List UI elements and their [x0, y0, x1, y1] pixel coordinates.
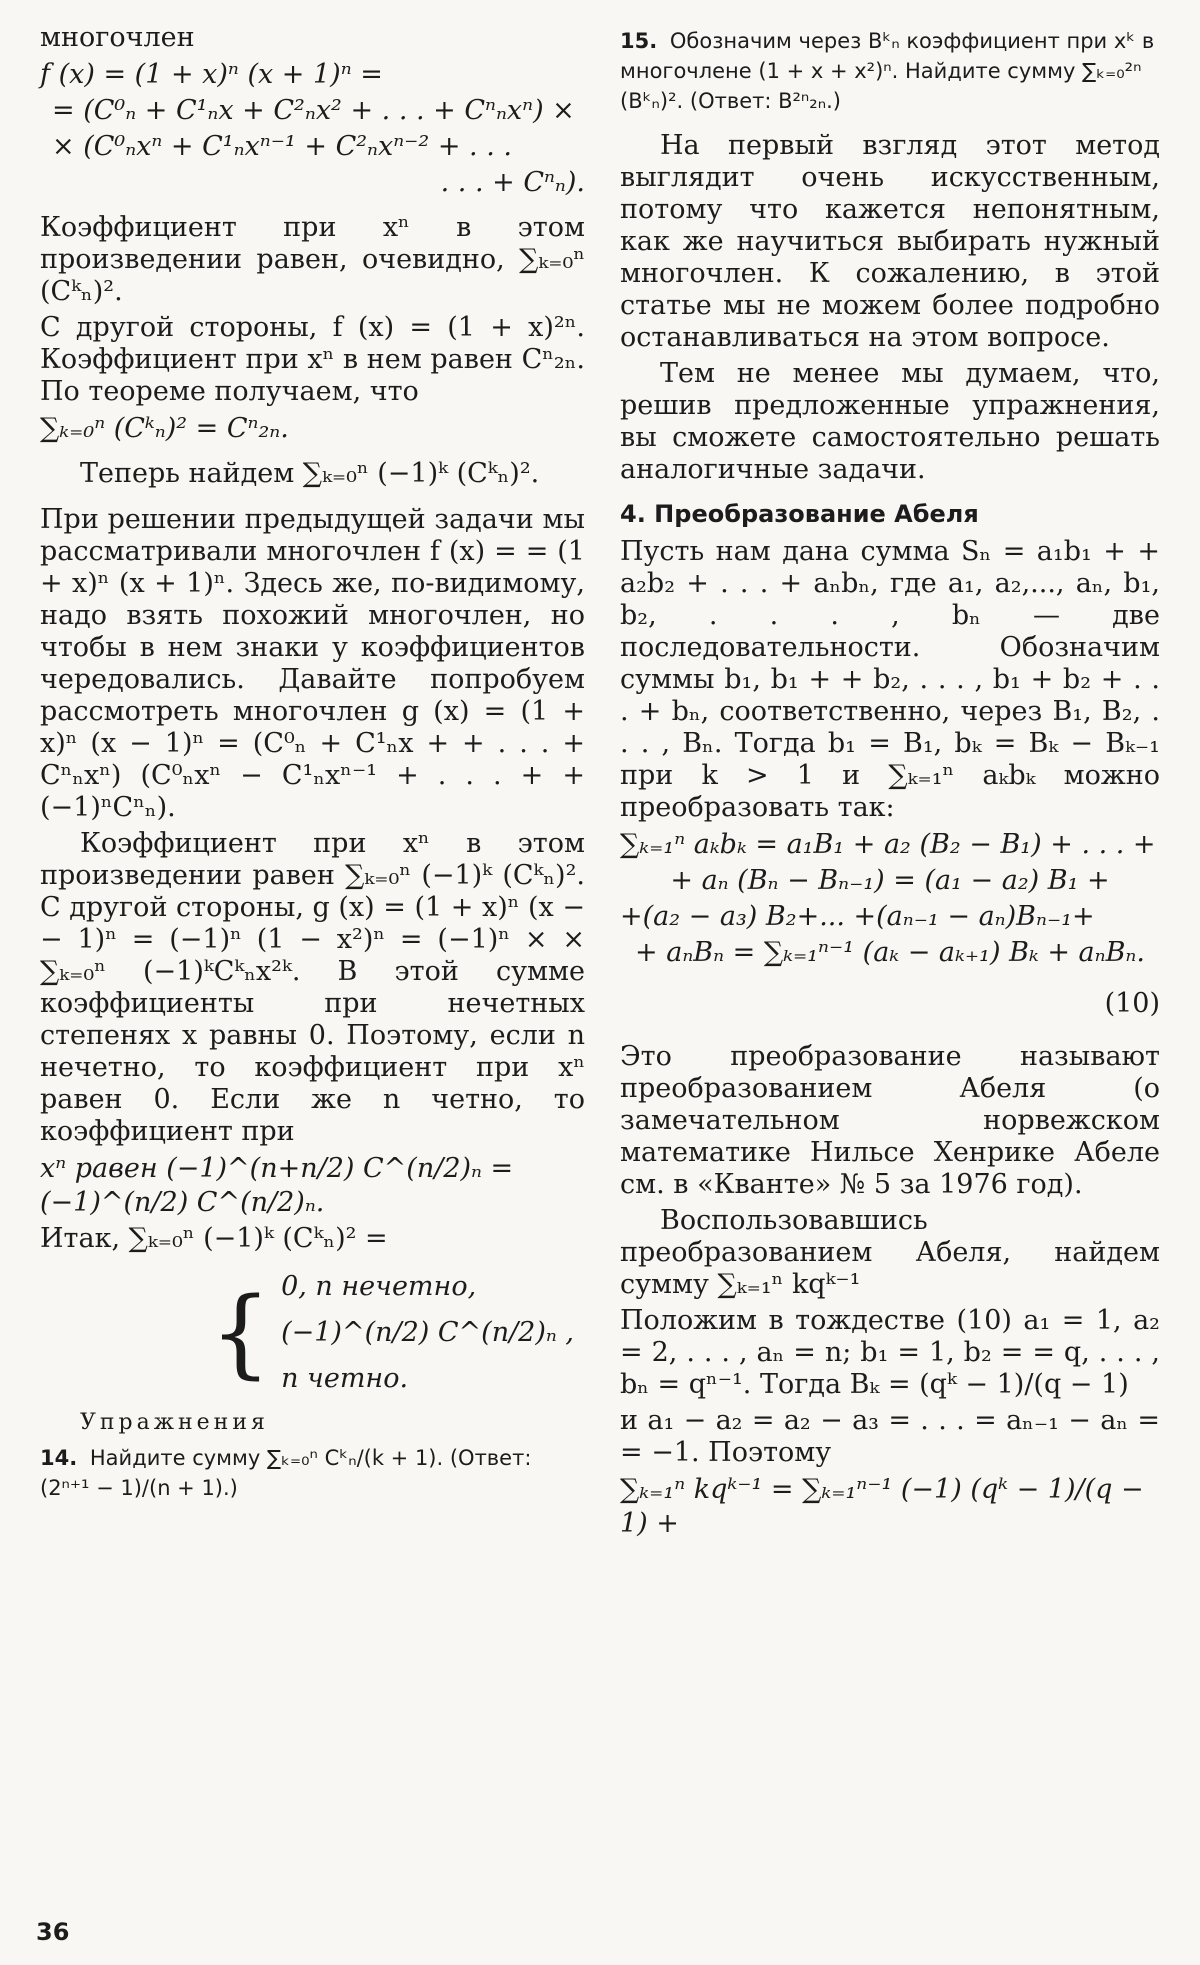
- exercises-title: Упражнения: [80, 1410, 269, 1435]
- formula-abel-line1: ∑ₖ₌₁ⁿ aₖbₖ = a₁B₁ + a₂ (B₂ − B₁) + . . . +: [620, 829, 1156, 860]
- case-odd: 0, n нечетно,: [281, 1271, 477, 1302]
- formula-f-line3: × (C⁰ₙxⁿ + C¹ₙxⁿ⁻¹ + C²ₙxⁿ⁻² + . . .: [52, 131, 512, 162]
- paragraph-abel-name: Это преобразование называют преобразованием Абеля (о замечательном норвежском математике Нильсе Хенрике Абеле см. в «Кванте» № 5 за 1976 год).: [620, 1041, 1160, 1200]
- formula-final: ∑ₖ₌₁ⁿ kqᵏ⁻¹ = ∑ₖ₌₁ⁿ⁻¹ (−1) (qᵏ − 1)/(q − 1) +: [620, 1474, 1144, 1539]
- exercise-14: [40, 1443, 585, 1503]
- paragraph-previous-problem: При решении предыдущей задачи мы рассматривали многочлен f (x) = = (1 + x)ⁿ (x + 1)ⁿ. Здесь же, по-видимому, надо взять похожий многочлен, но чтобы в нем знаки у коэффициентов чередовались. Давайте попробуем рассмотреть многочлен g (x) = (1 + x)ⁿ (x − 1)ⁿ = (C⁰ₙ + C¹ₙx + + . . . + Cⁿₙxⁿ) (C⁰ₙxⁿ − C¹ₙxⁿ⁻¹ + . . . + + (−1)ⁿCⁿₙ).: [40, 504, 585, 823]
- page-number: 36: [36, 1918, 70, 1946]
- formula-f-line1: f (x) = (1 + x)ⁿ (x + 1)ⁿ =: [40, 59, 383, 90]
- formula-abel-line3: +(a₂ − a₃) B₂+... +(aₙ₋₁ − aₙ)Bₙ₋₁+: [620, 901, 1095, 932]
- formula-sum-squares: ∑ₖ₌₀ⁿ (Cᵏₙ)² = Cⁿ₂ₙ.: [40, 413, 289, 444]
- paragraph-exercises: Тем не менее мы думаем, что, решив предложенные упражнения, вы сможете самостоятельно решать аналогичные задачи.: [620, 358, 1160, 485]
- formula-itak: Итак, ∑ₖ₌₀ⁿ (−1)ᵏ (Cᵏₙ)² =: [40, 1223, 388, 1254]
- paragraph-use-abel: Воспользовавшись преобразованием Абеля, найдем сумму ∑ₖ₌₁ⁿ kqᵏ⁻¹: [620, 1205, 1160, 1300]
- paragraph-abel-setup: Пусть нам дана сумма Sₙ = a₁b₁ + + a₂b₂ + . . . + aₙbₙ, где a₁, a₂,..., aₙ, b₁, b₂, . . . , bₙ — две последовательности. Обозначим суммы b₁, b₁ + + b₂, . . . , b₁ + b₂ + . . . + bₙ, соответственно, через B₁, B₂, . . . , Bₙ. Тогда b₁ = B₁, bₖ = Bₖ − Bₖ₋₁ при k > 1 и ∑ₖ₌₁ⁿ aₖbₖ можно преобразовать так:: [620, 536, 1160, 823]
- paragraph-now-find: Теперь найдем ∑ₖ₌₀ⁿ (−1)ᵏ (Cᵏₙ)².: [80, 458, 540, 489]
- left-column: [40, 22, 585, 1507]
- case-even: (−1)^(n/2) C^(n/2)ₙ , n четно.: [281, 1317, 575, 1394]
- brace-symbol: {: [210, 1277, 272, 1389]
- exercise-14-text: Найдите сумму ∑ₖ₌₀ⁿ Cᵏₙ/(k + 1). (Ответ: (2ⁿ⁺¹ − 1)/(n + 1).): [40, 1446, 532, 1500]
- right-column: [620, 22, 1160, 1543]
- paragraph-coefficient-g: Коэффициент при xⁿ в этом произведении равен ∑ₖ₌₀ⁿ (−1)ᵏ (Cᵏₙ)². С другой стороны, g (x) = (1 + x)ⁿ (x − − 1)ⁿ = (−1)ⁿ (1 − x²)ⁿ = (−1)ⁿ × × ∑ₖ₌₀ⁿ (−1)ᵏCᵏₙx²ᵏ. В этой сумме коэффициенты при нечетных степенях x равны 0. Поэтому, если n нечетно, то коэффициент при xⁿ равен 0. Если же n четно, то коэффициент при: [40, 828, 585, 1147]
- intro-text: многочлен: [40, 22, 195, 53]
- cases-block: [210, 1264, 585, 1402]
- formula-f-line4: . . . + Cⁿₙ).: [440, 167, 585, 198]
- paragraph-coefficient: Коэффициент при xⁿ в этом произведении равен, очевидно, ∑ₖ₌₀ⁿ (Cᵏₙ)².: [40, 212, 585, 307]
- formula-abel-line2: + aₙ (Bₙ − Bₙ₋₁) = (a₁ − a₂) B₁ +: [670, 865, 1110, 896]
- exercise-15: [620, 26, 1160, 116]
- exercise-15-text: Обозначим через Bᵏₙ коэффициент при xᵏ в многочлене (1 + x + x²)ⁿ. Найдите сумму ∑ₖ₌₀²ⁿ (Bᵏₙ)². (Ответ: B²ⁿ₂ₙ.): [620, 29, 1155, 113]
- paragraph-substitution: Положим в тождестве (10) a₁ = 1, a₂ = 2, . . . , aₙ = n; b₁ = 1, b₂ = = q, . . . , bₙ = qⁿ⁻¹. Тогда Bₖ = (qᵏ − 1)/(q − 1): [620, 1305, 1160, 1400]
- formula-abel-line4: + aₙBₙ = ∑ₖ₌₁ⁿ⁻¹ (aₖ − aₖ₊₁) Bₖ + aₙBₙ.: [635, 937, 1145, 968]
- paragraph-method: На первый взгляд этот метод выглядит очень искусственным, потому что кажется непонятным, как же научиться выбирать нужный многочлен. К сожалению, в этой статье мы не можем более подробно останавливаться на этом вопросе.: [620, 130, 1160, 353]
- exercise-15-number: 15.: [620, 29, 658, 53]
- equation-number: (10): [1104, 988, 1160, 1019]
- exercise-14-number: 14.: [40, 1446, 78, 1470]
- formula-f-line2: = (C⁰ₙ + C¹ₙx + C²ₙx² + . . . + Cⁿₙxⁿ) ×: [52, 95, 575, 126]
- paragraph-therefore: и a₁ − a₂ = a₂ − a₃ = . . . = aₙ₋₁ − aₙ = = −1. Поэтому: [620, 1405, 1160, 1468]
- paragraph-other-side: С другой стороны, f (x) = (1 + x)²ⁿ. Коэффициент при xⁿ в нем равен Cⁿ₂ₙ. По теореме получаем, что: [40, 312, 585, 407]
- section-heading: 4. Преобразование Абеля: [620, 500, 979, 528]
- formula-even-case: xⁿ равен (−1)^(n+n/2) C^(n/2)ₙ = (−1)^(n/2) C^(n/2)ₙ.: [40, 1153, 514, 1218]
